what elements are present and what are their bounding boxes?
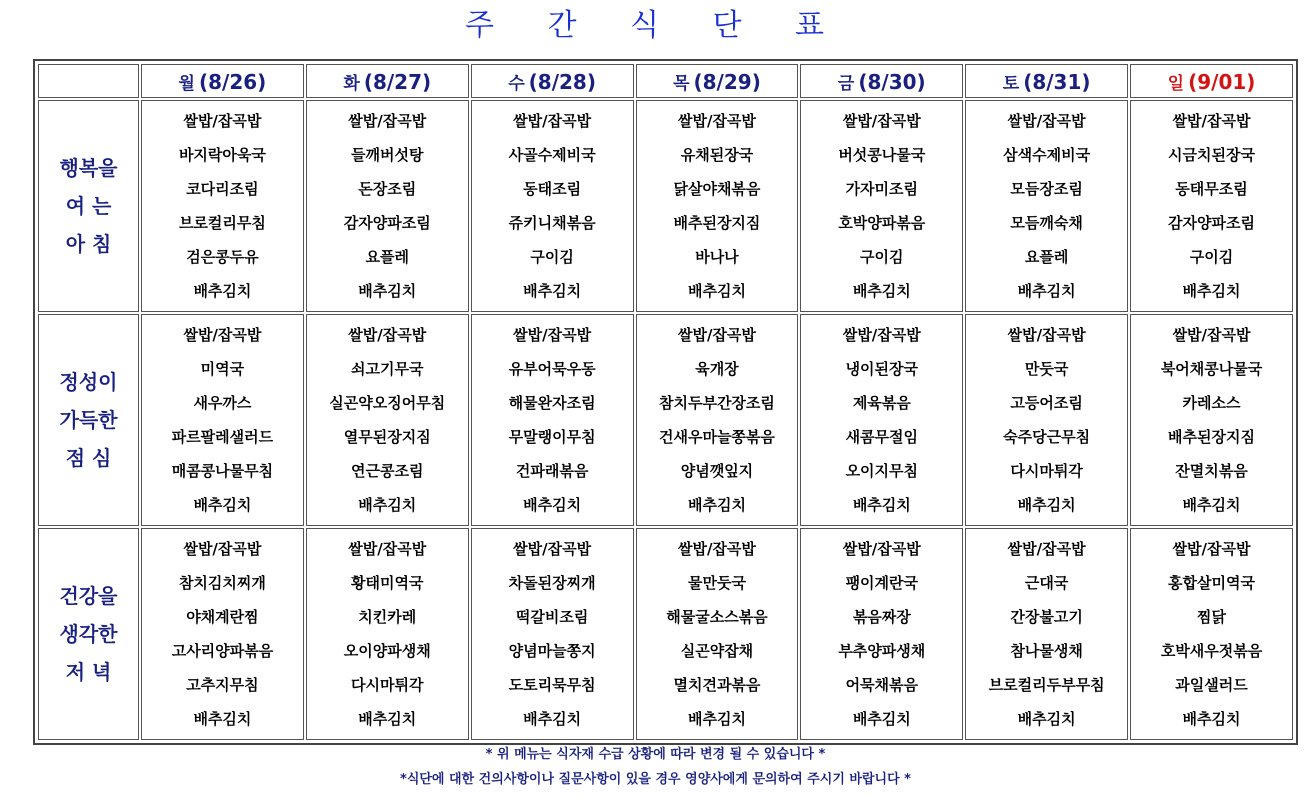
day-date: (8/29) [693, 69, 761, 94]
menu-item: 브로컬리두부무침 [988, 676, 1105, 694]
menu-cell [800, 314, 963, 526]
menu-item: 쌀밥/잡곡밥 [1172, 540, 1251, 558]
menu-item: 과일샐러드 [1175, 676, 1248, 694]
menu-item: 배추김치 [852, 710, 911, 728]
menu-item: 배추김치 [523, 710, 582, 728]
menu-item: 쌀밥/잡곡밥 [1172, 326, 1251, 344]
menu-item: 사골수제비국 [508, 146, 596, 164]
day-date: (9/01) [1188, 69, 1256, 94]
menu-item: 쥬키니채볶음 [508, 214, 596, 232]
weekly-menu-table [36, 62, 1295, 742]
menu-cell [306, 314, 469, 526]
menu-item: 배추김치 [193, 710, 252, 728]
menu-item: 바나나 [695, 248, 739, 266]
menu-item: 팽이계란국 [845, 574, 919, 592]
menu-item: 실곤약잡채 [680, 642, 754, 660]
meal-label-line: 아 침 [65, 232, 112, 256]
menu-item: 요플레 [365, 248, 409, 266]
menu-item: 동태조림 [523, 180, 582, 198]
menu-item: 배추김치 [687, 710, 746, 728]
page-title: 주 간 식 단 표 [464, 8, 847, 43]
menu-cell [965, 100, 1128, 312]
meal-row-dinner [38, 528, 1293, 740]
menu-item: 감자양파조림 [343, 214, 431, 232]
menu-item: 쌀밥/잡곡밥 [183, 112, 262, 130]
menu-item: 호박새우젓볶음 [1160, 642, 1263, 660]
day-name: 월 [178, 73, 195, 94]
footer-contact-notice: *식단에 대한 건의사항이나 질문사항이 있을 경우 영양사에게 문의하여 주시기 바랍니다 * [400, 772, 911, 787]
day-header-tue [306, 64, 469, 98]
menu-item: 찜닭 [1197, 608, 1227, 626]
menu-item: 어묵채볶음 [845, 676, 919, 694]
menu-cell [471, 100, 634, 312]
menu-item: 배추김치 [523, 282, 582, 300]
menu-item: 배추김치 [1182, 282, 1241, 300]
meal-label-line: 여 는 [65, 194, 112, 218]
meal-label-line: 점 심 [65, 446, 112, 470]
day-date: (8/31) [1023, 69, 1091, 94]
menu-item: 시금치된장국 [1168, 146, 1255, 164]
menu-item: 제육볶음 [852, 394, 911, 412]
menu-body [38, 100, 1293, 740]
menu-item: 들깨버섯탕 [351, 146, 424, 164]
menu-item: 모듬깨숙채 [1010, 214, 1083, 232]
menu-item: 쌀밥/잡곡밥 [1007, 540, 1086, 558]
menu-item: 브로컬리무침 [178, 214, 266, 232]
menu-cell [1130, 100, 1293, 312]
menu-item: 배추김치 [358, 496, 417, 514]
menu-item: 멸치견과볶음 [673, 676, 761, 694]
menu-item: 호박양파볶음 [838, 214, 926, 232]
menu-item: 쌀밥/잡곡밥 [842, 112, 921, 130]
menu-item: 근대국 [1024, 574, 1069, 592]
menu-item: 양념마늘쫑지 [508, 642, 596, 660]
menu-item: 쌀밥/잡곡밥 [1007, 326, 1086, 344]
menu-item: 야채계란찜 [186, 608, 259, 626]
menu-cell [800, 528, 963, 740]
menu-item: 열무된장지짐 [343, 428, 431, 446]
meal-label-line: 가득한 [59, 408, 118, 432]
meal-label-line: 정성이 [59, 370, 118, 394]
menu-item: 차돌된장찌개 [508, 574, 596, 592]
menu-item: 육개장 [695, 360, 739, 378]
menu-item: 쌀밥/잡곡밥 [677, 540, 756, 558]
menu-item: 쌀밥/잡곡밥 [513, 326, 592, 344]
day-date: (8/26) [198, 69, 267, 94]
menu-item: 해물굴소스볶음 [666, 608, 768, 626]
menu-item: 배추김치 [1017, 710, 1076, 728]
menu-table-frame [33, 59, 1298, 745]
menu-item: 매콤콩나물무침 [171, 462, 274, 480]
menu-item: 배추김치 [852, 282, 911, 300]
menu-item: 코다리조림 [186, 180, 259, 198]
menu-item: 배추된장지짐 [673, 214, 761, 232]
menu-item: 요플레 [1024, 248, 1069, 266]
menu-item: 돈장조림 [358, 180, 417, 198]
menu-item: 쌀밥/잡곡밥 [348, 540, 427, 558]
meal-row-lunch [38, 314, 1293, 526]
menu-item: 건새우마늘쫑볶음 [658, 428, 775, 446]
menu-item: 배추김치 [687, 496, 746, 514]
menu-cell [141, 314, 304, 526]
day-header-sun [1130, 64, 1293, 98]
menu-item: 배추김치 [1017, 282, 1076, 300]
menu-cell [636, 100, 799, 312]
menu-item: 부추양파생채 [838, 642, 926, 660]
menu-item: 참나물생채 [1010, 642, 1083, 660]
menu-cell [471, 528, 634, 740]
menu-item: 구이김 [1189, 248, 1234, 266]
menu-item: 간장불고기 [1010, 608, 1083, 626]
day-date: (8/30) [858, 69, 926, 94]
menu-item: 참치김치찌개 [178, 574, 266, 592]
menu-item: 버섯콩나물국 [838, 146, 926, 164]
menu-item: 동태무조림 [1175, 180, 1248, 198]
menu-item: 쌀밥/잡곡밥 [348, 326, 427, 344]
menu-item: 다시마튀각 [1010, 462, 1083, 480]
menu-item: 새우까스 [193, 394, 252, 412]
menu-item: 무말랭이무침 [508, 428, 596, 446]
menu-item: 치킨카레 [358, 608, 417, 626]
day-header-row [38, 64, 1293, 98]
menu-item: 연근콩조림 [351, 462, 424, 480]
menu-cell [1130, 314, 1293, 526]
menu-item: 쌀밥/잡곡밥 [677, 326, 756, 344]
menu-item: 삼색수제비국 [1003, 146, 1091, 164]
menu-item: 쌀밥/잡곡밥 [183, 540, 262, 558]
menu-item: 고등어조림 [1010, 394, 1083, 412]
menu-item: 양념깻잎지 [680, 462, 754, 480]
menu-item: 배추김치 [687, 282, 746, 300]
day-header-fri [800, 64, 963, 98]
menu-item: 물만둣국 [687, 574, 746, 592]
menu-cell [1130, 528, 1293, 740]
menu-item: 떡갈비조림 [515, 608, 589, 626]
menu-item: 새콤무절임 [845, 428, 919, 446]
menu-item: 오이지무침 [845, 462, 919, 480]
menu-cell [471, 314, 634, 526]
menu-item: 배추김치 [1017, 496, 1076, 514]
meal-label-breakfast [38, 100, 139, 312]
menu-item: 도토리묵무침 [508, 676, 596, 694]
meal-label-lunch [38, 314, 139, 526]
menu-item: 구이김 [530, 248, 574, 266]
meal-label-line: 행복을 [59, 156, 118, 180]
menu-item: 고사리양파볶음 [171, 642, 274, 660]
menu-cell [141, 100, 304, 312]
menu-item: 닭살야채볶음 [673, 180, 761, 198]
menu-item: 모듬장조림 [1010, 180, 1083, 198]
menu-cell [636, 528, 799, 740]
day-name: 일 [1167, 73, 1185, 94]
menu-item: 유부어묵우동 [508, 360, 596, 378]
day-header-thu [636, 64, 799, 98]
menu-item: 다시마튀각 [351, 676, 424, 694]
menu-item: 실곤약오징어무침 [329, 394, 446, 412]
menu-item: 검은콩두유 [186, 248, 259, 266]
menu-item: 카레소스 [1182, 394, 1241, 412]
menu-item: 바지락아욱국 [178, 146, 266, 164]
menu-cell [800, 100, 963, 312]
menu-item: 쌀밥/잡곡밥 [183, 326, 262, 344]
meal-label-line: 생각한 [59, 622, 118, 646]
menu-item: 건파래볶음 [515, 462, 589, 480]
day-name: 목 [673, 73, 690, 94]
menu-item: 배추김치 [358, 710, 417, 728]
menu-item: 배추김치 [852, 496, 911, 514]
menu-item: 볶음짜장 [852, 608, 911, 626]
day-header-sat [965, 64, 1128, 98]
day-name: 토 [1002, 73, 1020, 94]
menu-item: 북어채콩나물국 [1160, 360, 1263, 378]
menu-item: 쌀밥/잡곡밥 [842, 540, 921, 558]
menu-item: 유채된장국 [680, 146, 754, 164]
menu-item: 참치두부간장조림 [658, 394, 775, 412]
menu-item: 배추김치 [193, 496, 252, 514]
menu-item: 만둣국 [1024, 360, 1069, 378]
menu-item: 쌀밥/잡곡밥 [513, 112, 592, 130]
menu-item: 미역국 [200, 360, 245, 378]
menu-cell [636, 314, 799, 526]
meal-label-line: 건강을 [59, 584, 118, 608]
menu-item: 고추지무침 [186, 676, 259, 694]
menu-cell [306, 528, 469, 740]
menu-cell [965, 528, 1128, 740]
meal-label-dinner [38, 528, 139, 740]
footer-notice: * 위 메뉴는 식자재 수급 상황에 따라 변경 될 수 있습니다 * [485, 747, 826, 762]
menu-item: 가자미조림 [845, 180, 919, 198]
menu-item: 배추김치 [523, 496, 582, 514]
day-date: (8/28) [528, 69, 596, 94]
menu-cell [965, 314, 1128, 526]
menu-item: 쌀밥/잡곡밥 [677, 112, 756, 130]
menu-item: 배추김치 [1182, 496, 1241, 514]
menu-item: 배추김치 [358, 282, 417, 300]
day-name: 금 [837, 73, 855, 94]
menu-item: 쇠고기무국 [351, 360, 424, 378]
meal-label-line: 저 녁 [65, 660, 112, 684]
menu-item: 배추김치 [1182, 710, 1241, 728]
menu-item: 잔멸치볶음 [1175, 462, 1248, 480]
menu-item: 쌀밥/잡곡밥 [1007, 112, 1086, 130]
menu-item: 쌀밥/잡곡밥 [1172, 112, 1251, 130]
menu-item: 쌀밥/잡곡밥 [842, 326, 921, 344]
menu-item: 배추김치 [193, 282, 252, 300]
menu-cell [306, 100, 469, 312]
menu-item: 구이김 [860, 248, 904, 266]
day-name: 화 [343, 73, 360, 94]
meal-row-breakfast [38, 100, 1293, 312]
menu-cell [141, 528, 304, 740]
menu-item: 해물완자조림 [508, 394, 596, 412]
menu-item: 숙주당근무침 [1003, 428, 1091, 446]
menu-item: 오이양파생채 [343, 642, 431, 660]
day-header-mon [141, 64, 304, 98]
day-header-wed [471, 64, 634, 98]
menu-item: 쌀밥/잡곡밥 [513, 540, 592, 558]
menu-item: 파르팔레샐러드 [171, 428, 274, 446]
menu-item: 홍합살미역국 [1168, 574, 1255, 592]
menu-item: 황태미역국 [351, 574, 424, 592]
header-corner [38, 64, 139, 98]
menu-item: 감자양파조림 [1168, 214, 1255, 232]
menu-item: 쌀밥/잡곡밥 [348, 112, 427, 130]
day-name: 수 [508, 73, 525, 94]
menu-item: 냉이된장국 [845, 360, 919, 378]
menu-item: 배추된장지짐 [1168, 428, 1255, 446]
day-date: (8/27) [363, 69, 432, 94]
